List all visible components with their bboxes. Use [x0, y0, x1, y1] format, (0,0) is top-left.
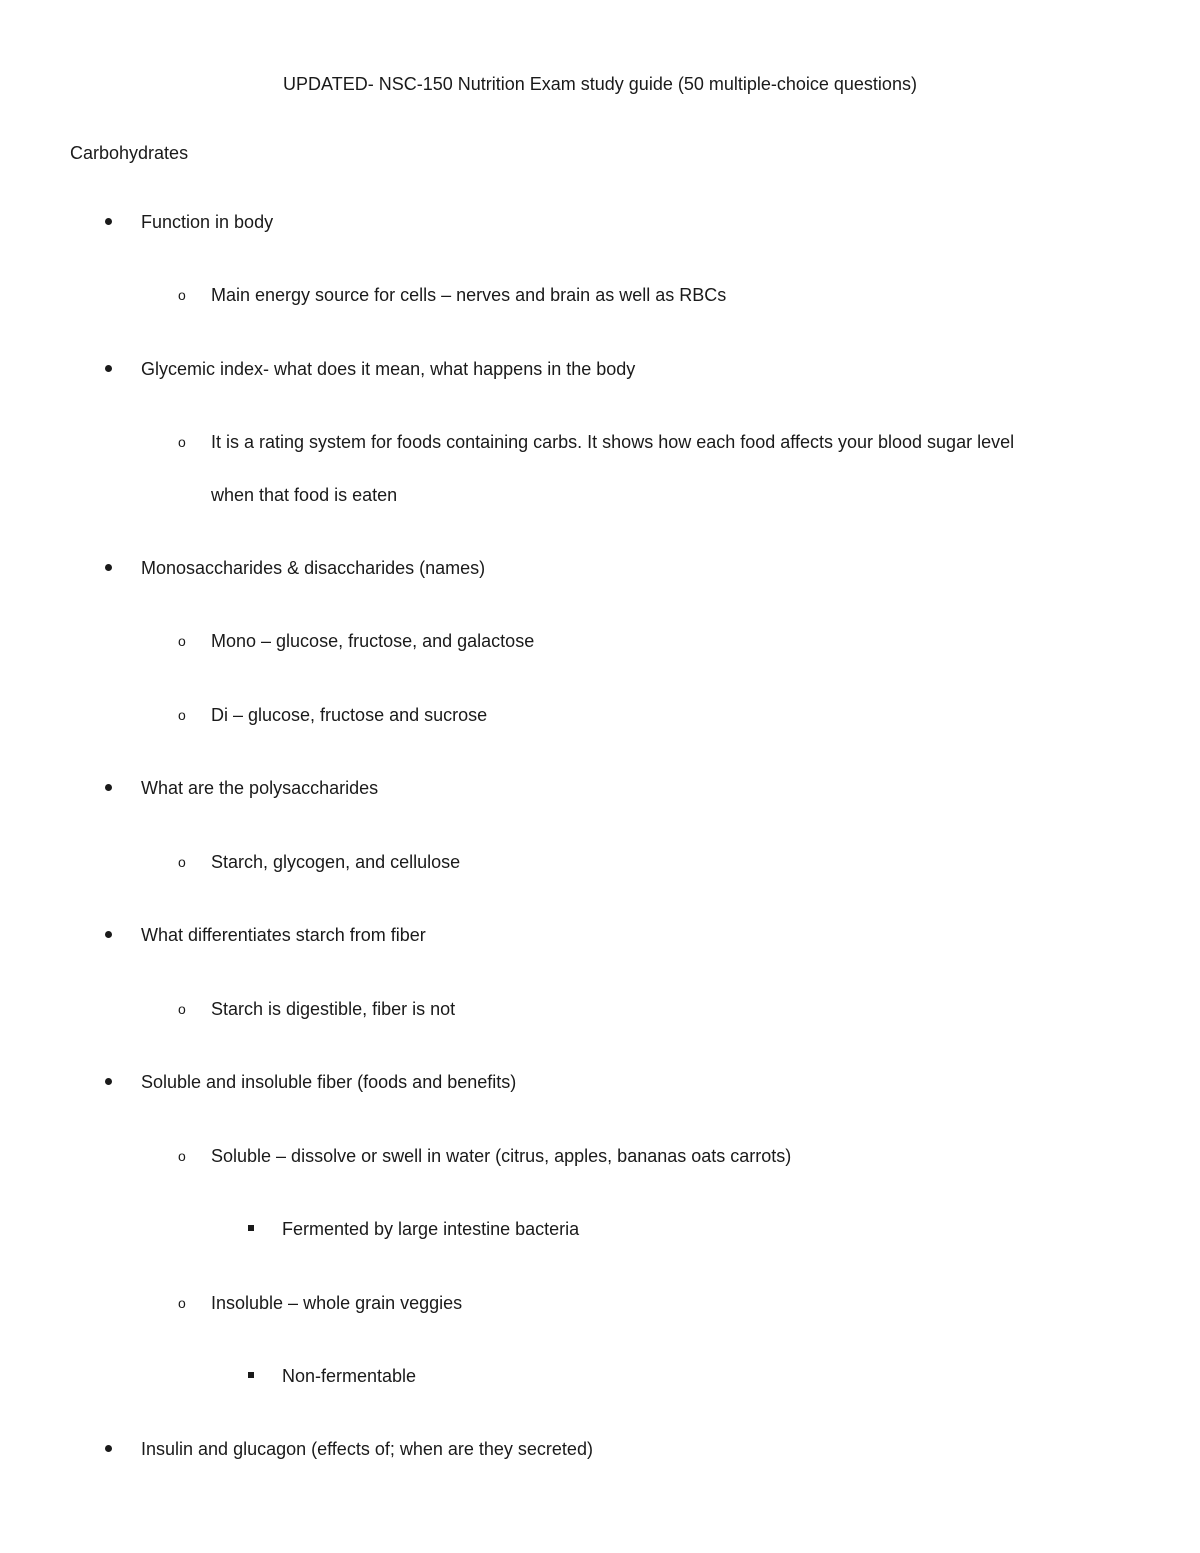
list-item: Function in body [141, 212, 274, 232]
bullet-circle-icon: o [178, 854, 186, 870]
bullet-dot-icon [105, 564, 112, 571]
list-item: What are the polysaccharides [141, 778, 379, 798]
bullet-circle-icon: o [178, 1295, 186, 1311]
document-title: UPDATED- NSC-150 Nutrition Exam study guide (50 multiple-choice questions) [283, 74, 917, 94]
list-item: It is a rating system for foods containing carbs. It shows how each food affects your blood sugar level [211, 432, 1015, 452]
list-item: Non-fermentable [282, 1366, 417, 1386]
list-item: Starch, glycogen, and cellulose [211, 852, 461, 872]
list-item: Insulin and glucagon (effects of; when are they secreted) [141, 1439, 593, 1459]
bullet-dot-icon [105, 218, 112, 225]
list-item: Mono – glucose, fructose, and galactose [211, 631, 535, 651]
list-item: Di – glucose, fructose and sucrose [211, 705, 488, 725]
bullet-dot-icon [105, 784, 112, 791]
list-item: Soluble and insoluble fiber (foods and benefits) [141, 1072, 517, 1092]
list-item: Insoluble – whole grain veggies [211, 1293, 463, 1313]
bullet-square-icon [248, 1225, 254, 1231]
bullet-circle-icon: o [178, 707, 186, 723]
bullet-circle-icon: o [178, 633, 186, 649]
bullet-circle-icon: o [178, 287, 186, 303]
bullet-square-icon [248, 1372, 254, 1378]
bullet-circle-icon: o [178, 1148, 186, 1164]
bullet-dot-icon [105, 931, 112, 938]
bullet-dot-icon [105, 1078, 112, 1085]
bullet-circle-icon: o [178, 434, 186, 450]
list-item: Main energy source for cells – nerves and brain as well as RBCs [211, 285, 727, 305]
bullet-dot-icon [105, 1445, 112, 1452]
list-item-continuation: when that food is eaten [211, 485, 398, 505]
section-heading: Carbohydrates [70, 143, 189, 163]
list-item: Soluble – dissolve or swell in water (citrus, apples, bananas oats carrots) [211, 1146, 792, 1166]
list-item: Glycemic index- what does it mean, what happens in the body [141, 359, 636, 379]
list-item: Starch is digestible, fiber is not [211, 999, 456, 1019]
bullet-circle-icon: o [178, 1001, 186, 1017]
list-item: What differentiates starch from fiber [141, 925, 426, 945]
list-item: Fermented by large intestine bacteria [282, 1219, 580, 1239]
bullet-dot-icon [105, 365, 112, 372]
list-item: Monosaccharides & disaccharides (names) [141, 558, 486, 578]
